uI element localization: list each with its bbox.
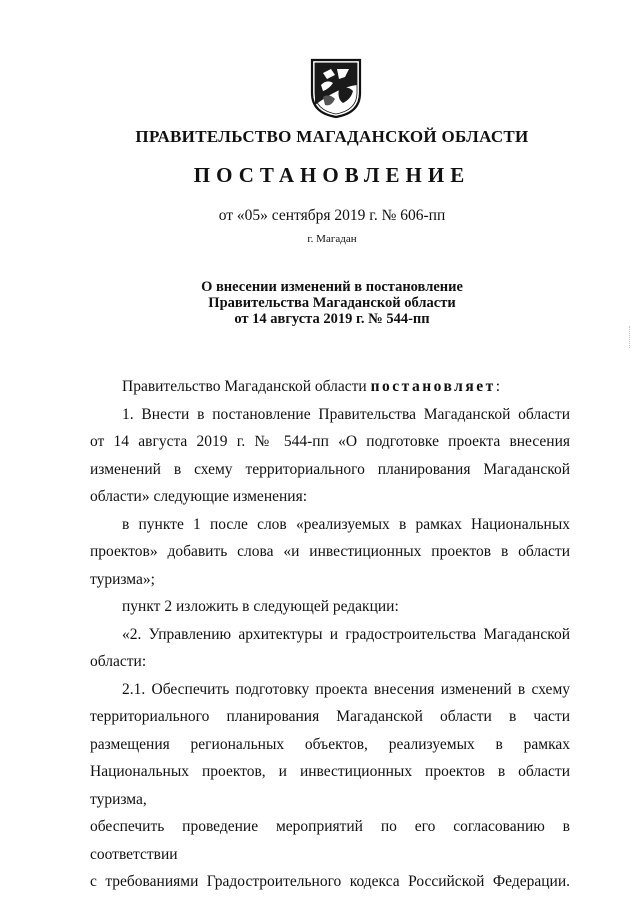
intro-paragraph: [90, 373, 570, 401]
document-subject: [12, 279, 640, 327]
item21-line-3: размещения региональных объектов, реализуемых в рамках: [90, 735, 570, 753]
point1-line-2: проектов» добавить слова «и инвестиционных проектов в области: [90, 543, 570, 560]
item21-line-1: 2.1. Обеспечить подготовку проекта внесения изменений в схему: [122, 680, 570, 698]
item1-line-1: 1. Внести в постановление Правительства Магаданской области: [122, 405, 570, 423]
item21-line-4: Национальных проектов, и инвестиционных проектов в области туризма,: [90, 763, 570, 808]
point1-line-3: туризма»;: [90, 570, 155, 588]
point1-line-1: в пункте 1 после слов «реализуемых в рамках Национальных: [122, 515, 570, 533]
scan-artifact: [629, 326, 636, 348]
document-type: ПОСТАНОВЛЕНИЕ: [193, 163, 471, 187]
subject-line-3: от 14 августа 2019 г. № 544-пп: [234, 311, 430, 327]
intro-verb: постановляет: [370, 378, 496, 395]
coat-of-arms-icon: [309, 57, 363, 119]
item1-line-3: изменений в схему территориального планирования Магаданской: [90, 460, 570, 478]
subject-line-1: О внесении изменений в постановление: [201, 279, 463, 295]
intro-suffix: :: [495, 378, 501, 395]
item1-line-4: области» следующие изменения:: [90, 488, 308, 505]
item2-line-1: «2. Управлению архитектуры и градостроительства Магаданской: [122, 625, 570, 643]
item1-line-2: от 14 августа 2019 г. № 544-пп «О подготовке проекта внесения: [90, 433, 570, 450]
document-date-number: от «05» сентября 2019 г. № 606-пп: [218, 207, 446, 224]
document-body: [90, 373, 570, 896]
document-city: г. Магадан: [307, 233, 357, 245]
government-name: ПРАВИТЕЛЬСТВО МАГАДАНСКОЙ ОБЛАСТИ: [135, 127, 529, 146]
item21-line-6: с требованиями Градостроительного кодекса Российской Федерации.: [90, 873, 570, 890]
item21-line-5: обеспечить проведение мероприятий по его согласованию в соответствии: [90, 818, 570, 863]
subject-line-2: Правительства Магаданской области: [208, 295, 456, 311]
intro-prefix: Правительство Магаданской области: [122, 378, 371, 395]
item21-line-2: территориального планирования Магаданской области в части: [90, 708, 570, 725]
point2-paragraph: пункт 2 изложить в следующей редакции:: [122, 598, 399, 615]
item2-line-2: области:: [90, 653, 147, 670]
